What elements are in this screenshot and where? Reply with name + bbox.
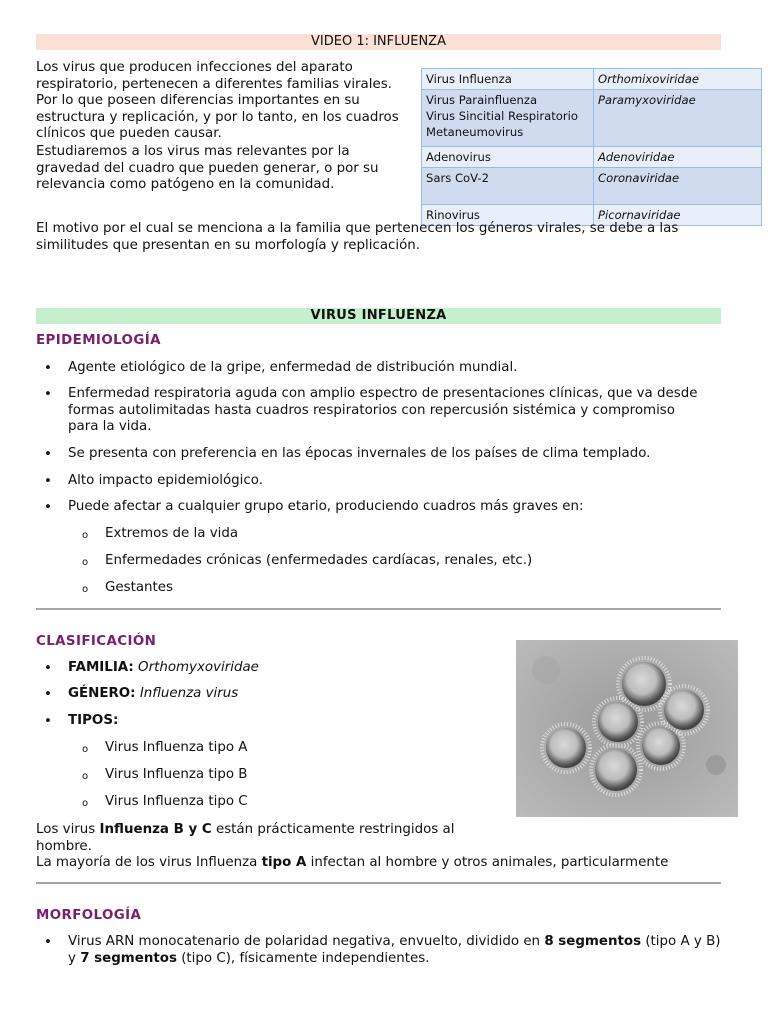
morph-text: Virus ARN monocatenario de polaridad negativa, envuelto, dividido en [68, 934, 545, 949]
familia-value: Orthomyxoviridae [138, 660, 259, 675]
list-item-genero [68, 686, 508, 703]
family-cell: Orthomixoviridae [594, 69, 762, 90]
bullet-icon: • [44, 447, 52, 462]
genus-cell [422, 90, 594, 147]
sub-bullet-icon: o [82, 530, 89, 541]
genero-value: Influenza virus [139, 686, 239, 701]
bullet-icon: • [44, 387, 52, 402]
table-row [422, 90, 762, 147]
list-item: Agente etiológico de la gripe, enfermedad de distribución mundial. [68, 360, 518, 375]
influenza-micrograph-image [516, 640, 738, 817]
sub-bullet-icon: o [82, 771, 89, 782]
classification-note-2 [36, 855, 726, 872]
bullet-icon: • [44, 687, 52, 702]
family-cell: Paramyxoviridae [594, 90, 762, 147]
section-banner: VIRUS INFLUENZA [36, 308, 721, 324]
table-row [422, 168, 762, 205]
genus-line: Metaneumovirus [426, 125, 524, 139]
bullet-icon: • [44, 500, 52, 515]
bullet-icon: • [44, 474, 52, 489]
section-divider [36, 608, 721, 610]
virus-family-table [421, 68, 762, 226]
list-item-tipos [68, 713, 508, 730]
clasificacion-heading: CLASIFICACIÓN [36, 634, 157, 649]
classification-note-1 [36, 822, 496, 855]
bullet-icon: • [44, 714, 52, 729]
intro-paragraph-1: Los virus que producen infecciones del aparato respiratorio, pertenecen a diferentes familias virales. Por lo que poseen diferencias importantes en su estructura y replicación, y por lo tanto, en los cuadros clínicos que pueden causar. [36, 60, 399, 142]
genus-cell: Adenovirus [422, 147, 594, 168]
bullet-icon: • [44, 361, 52, 376]
epidemiologia-heading: EPIDEMIOLOGÍA [36, 333, 161, 348]
section-divider [36, 882, 721, 884]
note-text: La mayoría de los virus Influenza [36, 855, 262, 870]
list-item-familia [68, 660, 508, 677]
genus-cell: Virus Influenza [422, 69, 594, 90]
bullet-icon: • [44, 661, 52, 676]
list-item: Se presenta con preferencia en las épocas invernales de los países de clima templado. [68, 446, 651, 461]
tipos-label: TIPOS: [68, 713, 119, 728]
sub-bullet-icon: o [82, 744, 89, 755]
family-cell: Coronaviridae [594, 168, 762, 205]
sub-list-item: Enfermedades crónicas (enfermedades cardíacas, renales, etc.) [105, 553, 533, 568]
sub-list-item: Virus Influenza tipo C [105, 794, 248, 809]
micrograph-drawing [516, 640, 738, 817]
list-item: Enfermedad respiratoria aguda con amplio espectro de presentaciones clínicas, que va desde formas autolimitadas hasta cuadros respiratorios con repercusión sistémica y compromiso para la vida. [68, 386, 698, 435]
sub-list-item: Virus Influenza tipo A [105, 740, 248, 755]
list-item: Alto impacto epidemiológico. [68, 473, 263, 488]
intro-paragraph-2: Estudiaremos a los virus mas relevantes por la gravedad del cuadro que pueden generar, o por su relevancia como patógeno en la comunidad. [36, 144, 379, 193]
family-cell: Adenoviridae [594, 147, 762, 168]
sub-list-item: Gestantes [105, 580, 173, 595]
morph-bold: 8 segmentos [544, 934, 642, 949]
table-row [422, 69, 762, 90]
genus-cell: Rinovirus [422, 205, 594, 226]
note-bold: Influenza B y C [99, 822, 212, 837]
note-text: Los virus [36, 822, 100, 837]
genus-line: Virus Sincitial Respiratorio [426, 109, 578, 123]
morfologia-heading: MORFOLOGÍA [36, 908, 142, 923]
genus-line: Virus Parainfluenza [426, 93, 538, 107]
note-text: están prácticamente restringidos al hombre. [36, 822, 455, 854]
sub-bullet-icon: o [82, 557, 89, 568]
sub-list-item: Virus Influenza tipo B [105, 767, 248, 782]
family-cell: Picornaviridae [594, 205, 762, 226]
familia-label: FAMILIA: [68, 660, 134, 675]
morph-text: (tipo A y B) y [68, 934, 721, 966]
bullet-icon: • [44, 935, 52, 950]
note-text: infectan al hombre y otros animales, particularmente [306, 855, 669, 870]
sub-bullet-icon: o [82, 584, 89, 595]
genero-label: GÉNERO: [68, 686, 136, 701]
video-title-banner: VIDEO 1: INFLUENZA [36, 34, 721, 50]
note-bold: tipo A [261, 855, 307, 870]
morph-text: (tipo C), físicamente independientes. [176, 950, 430, 966]
sub-list-item: Extremos de la vida [105, 526, 239, 541]
list-item [68, 934, 728, 967]
genus-cell: Sars CoV-2 [422, 168, 594, 205]
morph-bold: 7 segmentos [80, 950, 177, 966]
table-row [422, 147, 762, 168]
intro-paragraph-3: El motivo por el cual se menciona a la familia que pertenecen los géneros virales, se debe a las similitudes que presentan en su morfología y replicación. [36, 221, 679, 253]
list-item: Puede afectar a cualquier grupo etario, produciendo cuadros más graves en: [68, 499, 584, 514]
sub-bullet-icon: o [82, 798, 89, 809]
